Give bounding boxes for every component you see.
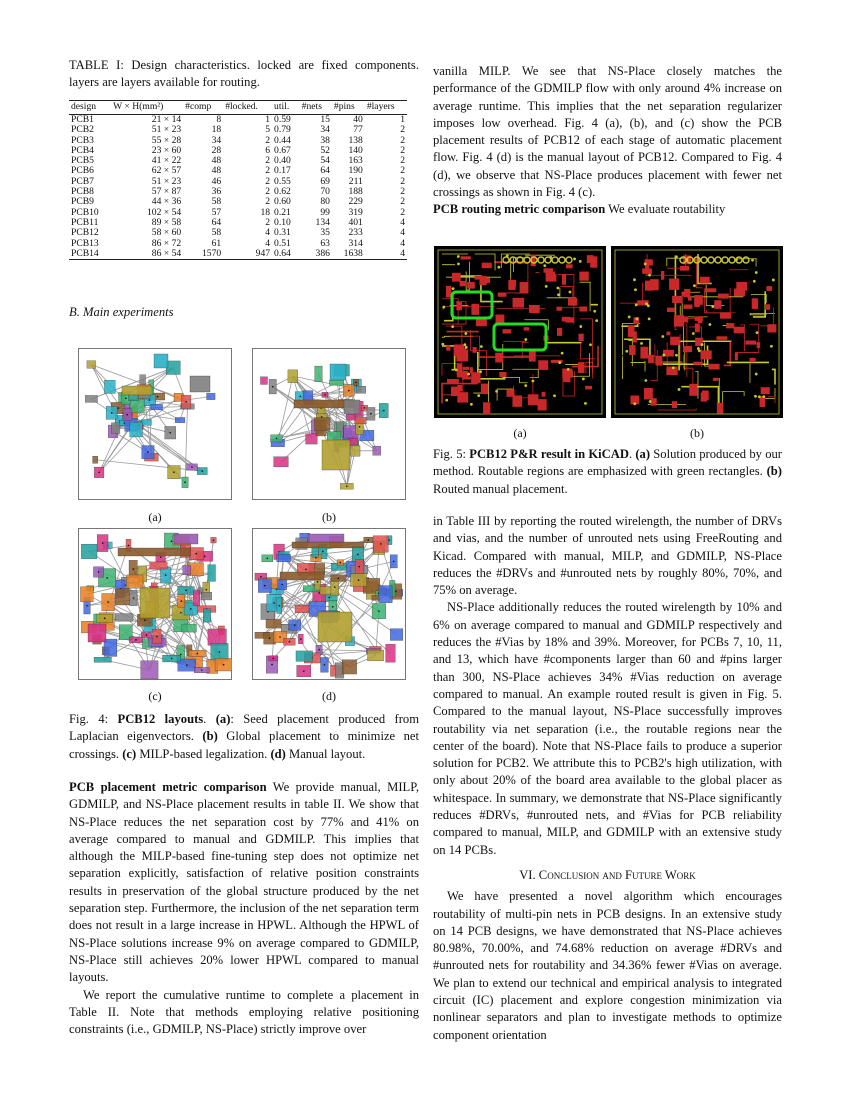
table-header-cell: design bbox=[69, 101, 111, 115]
table-cell: 2 bbox=[400, 144, 405, 156]
fig4-label-c: (c) bbox=[148, 689, 162, 703]
component-block bbox=[127, 575, 143, 588]
component-block bbox=[81, 544, 97, 558]
table-cell: 0.40 bbox=[274, 155, 291, 167]
table-cell: 5 bbox=[265, 124, 271, 136]
component-block bbox=[277, 554, 291, 562]
table-cell: 2 bbox=[265, 196, 271, 208]
table-cell: 314 bbox=[348, 237, 363, 249]
table-cell: 69 bbox=[320, 175, 330, 187]
component-block bbox=[327, 432, 341, 441]
table-cell: 38 bbox=[320, 134, 330, 146]
component-block bbox=[175, 418, 185, 423]
component-block bbox=[329, 380, 343, 385]
table-header-cell: util. bbox=[272, 101, 300, 115]
component-block bbox=[342, 660, 356, 674]
table-cell: 2 bbox=[400, 124, 405, 136]
paragraph-routing-metric-head: PCB routing metric comparison We evaluate routability bbox=[433, 202, 726, 217]
table-header-cell: #nets bbox=[300, 101, 332, 115]
table-cell: 86 × 54 bbox=[111, 249, 183, 260]
table-cell: 2 bbox=[400, 196, 405, 208]
component-block bbox=[207, 393, 216, 399]
table-header-cell: #pins bbox=[332, 101, 365, 115]
paragraph-placement-metric: PCB placement metric comparison We provide manual, MILP, GDMILP, and NS-Place placement results in table II. We show that NS-Place reduces the net separation cost by 77% and 41% on average compared to manual and GDMILP. This implies that although the MILP-based fine-tuning step does not optimize net separation explicitly, satisfaction of relative position constraints results in preservation of the global structure produced by the net separation step. Furthermore, the inclusion of the net separation term does not result in a large increase in HPWL. Although the HPWL of NS-Place solutions increase 9% on average compared to GDMILP, NS-Place still achieves 20% lower HPWL compared to manual layouts. bbox=[69, 780, 419, 985]
table-cell: 34 bbox=[320, 124, 330, 136]
component-block bbox=[390, 629, 403, 641]
right-body-text-bottom bbox=[433, 513, 782, 1044]
fig4-label-a: (a) bbox=[148, 510, 162, 524]
table-cell: 386 bbox=[300, 249, 332, 260]
table-cell: 63 bbox=[320, 237, 330, 249]
table-cell: PCB10 bbox=[71, 206, 99, 218]
table-cell: 48 bbox=[211, 165, 222, 177]
component-block bbox=[315, 366, 322, 382]
table-cell: PCB14 bbox=[69, 249, 111, 260]
left-body-text bbox=[69, 779, 419, 1038]
fig4-caption: Fig. 4: PCB12 layouts. (a): Seed placement produced from Laplacian eigenvectors. (b) Global placement to minimize net crossings. (c) MILP-based legalization. (d) Manual layout. bbox=[69, 712, 419, 761]
table-cell: PCB4 bbox=[71, 144, 94, 156]
table-cell: 401 bbox=[348, 216, 363, 228]
table-cell: 2 bbox=[265, 175, 271, 187]
table-cell: PCB13 bbox=[71, 237, 99, 249]
table-cell: 4 bbox=[400, 216, 405, 228]
table-cell: PCB6 bbox=[71, 165, 94, 177]
component-block bbox=[274, 457, 289, 467]
table-cell: 0.60 bbox=[274, 196, 291, 208]
table-header-cell: W × H(mm²) bbox=[111, 101, 183, 115]
component-block bbox=[130, 399, 144, 413]
component-block bbox=[288, 370, 298, 383]
table-cell: 70 bbox=[320, 186, 330, 198]
table-cell: 211 bbox=[348, 175, 363, 187]
table-header-cell: #comp bbox=[183, 101, 223, 115]
component-block bbox=[355, 417, 367, 424]
table-cell: 0.59 bbox=[274, 114, 291, 125]
component-block bbox=[203, 609, 211, 622]
table-cell: 134 bbox=[315, 216, 330, 228]
section-heading-conclusion: VI. Conclusion and Future Work bbox=[519, 867, 696, 882]
table-cell: PCB11 bbox=[71, 216, 99, 228]
component-block bbox=[104, 380, 115, 393]
paragraph-runtime-cont: vanilla MILP. We see that NS-Place closely matches the performance of the GDMILP flow with only around 4% increase on average runtime. This implies that the net separation regularizer imposes low overhead. Fig. 4 (a), (b), and (c) show the PCB placement results of PCB12 of each stage of automatic placement flow. Fig. 4 (d) is the manual layout of PCB12. Compared to Fig. 4 (d), we observe that NS-Place produces placement with fewer net crossings as shown in Fig. 4 (c). bbox=[433, 64, 782, 200]
component-block bbox=[379, 586, 393, 603]
table-cell: 61 bbox=[211, 237, 222, 249]
table-cell: 4 bbox=[400, 227, 405, 239]
component-block bbox=[87, 361, 96, 369]
component-block bbox=[80, 587, 93, 602]
table-cell: 36 bbox=[211, 186, 222, 198]
fig4-panel-a bbox=[78, 348, 232, 500]
table-cell: 102 × 54 bbox=[146, 206, 182, 218]
component-block bbox=[260, 377, 267, 385]
table-cell: PCB12 bbox=[71, 227, 99, 239]
table-cell: 15 bbox=[320, 114, 330, 125]
table-cell: 2 bbox=[400, 186, 405, 198]
paragraph-conclusion: We have presented a novel algorithm which encourages routability of multi-pin nets in PCB designs. In an extensive study on 14 PCB designs, we have demonstrated that NS-Place achieves 80.98%, 70.00%, and 74.68% reduction on average #DRVs and #unrouted nets for routability and 34.36% fewer #Vias on average. We plan to extend our technical and empirical analysis to integrated circuit (IC) placement and explore congestion minimization via nonlinear separators and plan to investigate methods to optimize component orientation bbox=[433, 889, 782, 1042]
table-cell: 99 bbox=[320, 206, 330, 218]
table-cell: PCB8 bbox=[71, 186, 94, 198]
table-header-cell: #layers bbox=[365, 101, 407, 115]
table-cell: 57 bbox=[211, 206, 222, 218]
table-cell: 0.67 bbox=[274, 144, 291, 156]
component-block bbox=[296, 651, 313, 661]
table-cell: 2 bbox=[265, 155, 271, 167]
table-cell: 319 bbox=[348, 206, 363, 218]
table-cell: 58 × 60 bbox=[151, 227, 182, 239]
table-cell: 54 bbox=[320, 155, 330, 167]
table-cell: 55 × 28 bbox=[151, 134, 182, 146]
component-block bbox=[346, 414, 355, 420]
fig4-panel-b bbox=[252, 348, 406, 500]
table-cell: 138 bbox=[348, 134, 363, 146]
table-cell: 2 bbox=[265, 165, 271, 177]
table-cell: 41 × 22 bbox=[151, 155, 182, 167]
table-cell: 0.51 bbox=[274, 237, 291, 249]
fig5-panel-a bbox=[434, 246, 606, 418]
component-block bbox=[85, 395, 97, 402]
table-cell: 57 × 87 bbox=[151, 186, 182, 198]
fig4-panel-d bbox=[252, 528, 406, 680]
table-cell: 188 bbox=[348, 186, 363, 198]
table-cell: 0.10 bbox=[274, 216, 291, 228]
component-block bbox=[140, 375, 146, 386]
table-row bbox=[69, 249, 407, 260]
table-cell: 233 bbox=[348, 227, 363, 239]
table-cell: 52 bbox=[320, 144, 330, 156]
table-cell: PCB7 bbox=[71, 175, 94, 187]
component-block bbox=[306, 434, 318, 444]
table-cell: 40 bbox=[353, 114, 363, 125]
table-cell: 4 bbox=[265, 227, 271, 239]
component-block bbox=[266, 619, 281, 628]
fig5-label-b: (b) bbox=[690, 426, 704, 440]
component-block bbox=[295, 605, 309, 613]
table-cell: 46 bbox=[211, 175, 222, 187]
fig4-panel-c bbox=[78, 528, 232, 680]
table-cell: 0.55 bbox=[274, 175, 291, 187]
table-cell: 0.17 bbox=[274, 165, 291, 177]
table-cell: 4 bbox=[400, 237, 405, 249]
table-cell: 2 bbox=[265, 216, 271, 228]
table-cell: 89 × 58 bbox=[151, 216, 182, 228]
table-cell: PCB2 bbox=[71, 124, 94, 136]
fig4-label-b: (b) bbox=[322, 510, 336, 524]
table-cell: 8 bbox=[216, 114, 222, 125]
table-cell: 0.44 bbox=[274, 134, 291, 146]
section-heading-main-experiments: B. Main experiments bbox=[69, 305, 174, 319]
table-cell: 18 bbox=[211, 124, 222, 136]
table-cell: 1 bbox=[265, 114, 271, 125]
table-cell: PCB5 bbox=[71, 155, 94, 167]
table-cell: 58 bbox=[211, 196, 222, 208]
component-block bbox=[182, 624, 197, 632]
component-block bbox=[208, 629, 227, 645]
component-block bbox=[115, 589, 129, 605]
component-block bbox=[111, 423, 120, 434]
table-cell: 2 bbox=[265, 186, 271, 198]
component-block bbox=[151, 404, 163, 409]
table-cell: 0.21 bbox=[274, 206, 291, 218]
table-cell: 0.64 bbox=[272, 249, 300, 260]
table-cell: 58 bbox=[211, 227, 222, 239]
table-cell: 2 bbox=[400, 165, 405, 177]
component-block bbox=[350, 445, 360, 456]
component-block bbox=[201, 592, 212, 600]
table-cell: 86 × 72 bbox=[151, 237, 182, 249]
component-block bbox=[94, 657, 111, 662]
table-cell: 44 × 36 bbox=[151, 196, 182, 208]
fig5-caption: Fig. 5: PCB12 P&R result in KiCAD. (a) Solution produced by our method. Routable regions are emphasized with green rectangles. (b) Routed manual placement. bbox=[433, 447, 782, 496]
table-cell: 21 × 14 bbox=[151, 114, 182, 125]
component-block bbox=[386, 644, 396, 662]
component-block bbox=[193, 590, 199, 605]
table-cell: 64 bbox=[320, 165, 330, 177]
component-block bbox=[183, 565, 191, 574]
table-cell: 2 bbox=[400, 206, 405, 218]
table1-caption: TABLE I: Design characteristics. locked are fixed components. layers are layers available for routing. bbox=[69, 58, 419, 90]
table-cell: 4 bbox=[365, 249, 407, 260]
table-cell: 2 bbox=[265, 134, 271, 146]
table1 bbox=[69, 100, 407, 260]
table-cell: PCB9 bbox=[71, 196, 94, 208]
table-cell: 2 bbox=[400, 175, 405, 187]
table-cell: 0.62 bbox=[274, 186, 291, 198]
table-cell: 51 × 23 bbox=[151, 175, 182, 187]
table-cell: 163 bbox=[348, 155, 363, 167]
paragraph-routing-results: in Table III by reporting the routed wirelength, the number of DRVs and vias, and the number of unrouted nets using FreeRouting and Kicad. Compared with manual, MILP, and GDMILP, NS-Place reduces the #DRVs and #unrouted nets by roughly 80%, 70%, and 75% on average. bbox=[433, 514, 782, 598]
component-block bbox=[314, 418, 330, 431]
component-block bbox=[115, 614, 133, 622]
table-cell: 1570 bbox=[183, 249, 223, 260]
table-cell: 34 bbox=[211, 134, 222, 146]
table-cell: 64 bbox=[211, 216, 222, 228]
component-block bbox=[356, 386, 365, 393]
table-cell: 77 bbox=[353, 124, 363, 136]
table-cell: 62 × 57 bbox=[151, 165, 182, 177]
fig5-label-a: (a) bbox=[513, 426, 527, 440]
table-cell: 190 bbox=[348, 165, 363, 177]
component-block bbox=[150, 562, 167, 569]
component-block bbox=[368, 650, 384, 661]
table-cell: PCB3 bbox=[71, 134, 94, 146]
paragraph-runtime: We report the cumulative runtime to complete a placement in Table II. Note that methods employing relative positioning constraints (i.e., GDMILP, NS-Place) strictly improve over bbox=[69, 987, 419, 1037]
component-block bbox=[166, 361, 180, 375]
right-body-text-top bbox=[433, 63, 782, 219]
table-cell: 2 bbox=[400, 155, 405, 167]
table-cell: 28 bbox=[211, 144, 222, 156]
component-block bbox=[320, 586, 331, 594]
component-block bbox=[141, 661, 158, 679]
component-block bbox=[141, 420, 151, 426]
table-header-cell: #locked. bbox=[223, 101, 272, 115]
table-cell: 23 × 60 bbox=[151, 144, 182, 156]
component-block bbox=[130, 422, 143, 437]
table-cell: 1 bbox=[400, 114, 405, 125]
table-cell: 947 bbox=[223, 249, 272, 260]
table-cell: 1638 bbox=[332, 249, 365, 260]
table-cell: 51 × 23 bbox=[151, 124, 182, 136]
table-cell: 35 bbox=[320, 227, 330, 239]
table-cell: 0.79 bbox=[274, 124, 291, 136]
table-cell: PCB1 bbox=[71, 114, 94, 125]
table-cell: 48 bbox=[211, 155, 222, 167]
table-cell: 6 bbox=[265, 144, 271, 156]
component-block bbox=[208, 565, 216, 582]
table-cell: 0.31 bbox=[274, 227, 291, 239]
table-cell: 2 bbox=[400, 134, 405, 146]
component-block bbox=[93, 456, 98, 463]
table-cell: 140 bbox=[348, 144, 363, 156]
table-cell: 4 bbox=[265, 237, 271, 249]
table-cell: 18 bbox=[260, 206, 271, 218]
table-cell: 80 bbox=[320, 196, 330, 208]
table-cell: 229 bbox=[348, 196, 363, 208]
fig5-panel-b bbox=[611, 246, 783, 418]
component-block bbox=[373, 446, 381, 455]
fig4-label-d: (d) bbox=[322, 689, 336, 703]
paragraph-wirelength: NS-Place additionally reduces the routed wirelength by 10% and 6% on average compared to manual and GDMILP respectively and reduces the #Vias by 18% and 39%. Moreover, for PCBs 7, 10, 11, and 13, which have #components larger than 60 and #pins larger than 300, NS-Place achieves 34% #Vias reduction on average compared to manual. An example routed result is given in Fig. 5. Compared to the manual layout, NS-Place successfully improves routability via net separation (i.e., the routable regions near the center of the board). Note that NS-Place fails to produce a superior solution for PCB2. We attribute this to PCB2's high utilization, with only about 20% of the board area available to the global placer as whitespace. In summary, we demonstrate that NS-Place significantly reduces #DRVs, #unrouted nets, and #Vias for PCB reliability compared to manual, MILP, and GDMILP with an extensive study on 14 PCBs. bbox=[433, 600, 782, 857]
